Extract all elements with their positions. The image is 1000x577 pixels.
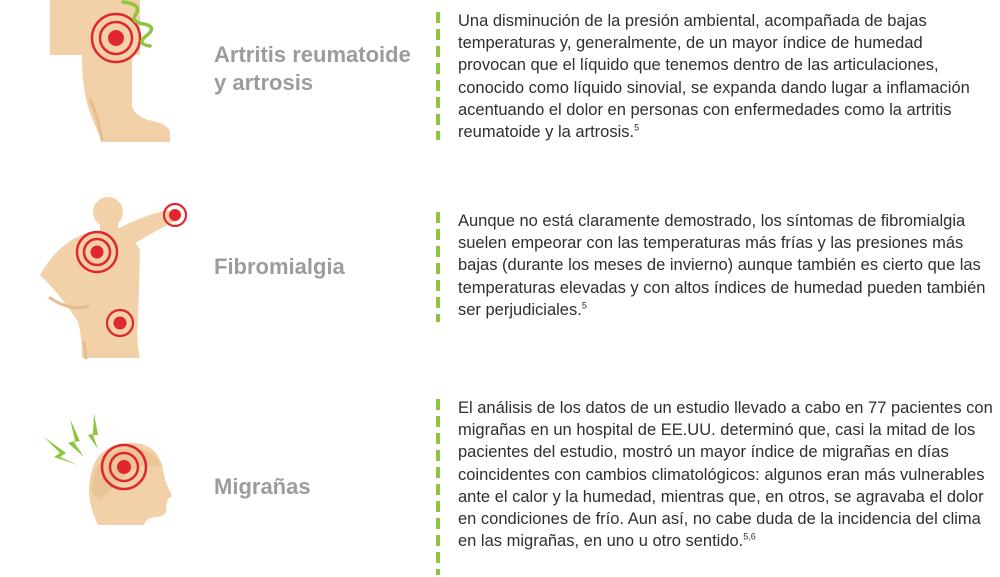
- divider-line: [436, 399, 440, 575]
- condition-row-migranas: [0, 395, 1000, 577]
- condition-title-fibromialgia: Fibromialgia: [214, 254, 345, 279]
- back-pain-icon: [20, 190, 200, 360]
- reference-note: 5: [581, 300, 587, 311]
- condition-description-fibromialgia: Aunque no está claramente demostrado, los síntomas de fibromialgia suelen empeorar con las temperaturas más frías y las presiones más bajas (durante los meses de invierno) aunque también es cierto que las temperaturas elevadas y con altos índices de humedad pueden también ser perjudiciales.$^5$: [458, 212, 986, 319]
- condition-row-artritis: [0, 0, 1000, 150]
- divider-line: [436, 212, 440, 322]
- reference-note: 5,6: [743, 531, 756, 542]
- head-pain-icon: [20, 405, 180, 545]
- divider-line: [436, 12, 440, 140]
- condition-title-migranas: Migrañas: [214, 474, 311, 499]
- reference-note: 5: [634, 122, 640, 133]
- condition-title-artritis: Artritis reumatoide y artrosis: [214, 42, 411, 95]
- condition-row-fibromialgia: [0, 190, 1000, 370]
- knee-pain-icon: [20, 0, 170, 150]
- condition-description-artritis: Una disminución de la presión ambiental, acompañada de bajas temperaturas y, generalmente, de un mayor índice de humedad provocan que el líquido que tenemos dentro de las articulaciones, conocido como líquido sinovial, se expanda dando lugar a inflamación acentuando el dolor en personas con enfermedades como la artritis reumatoide y la artrosis.$^5$: [458, 12, 970, 142]
- condition-description-migranas: El análisis de los datos de un estudio llevado a cabo en 77 pacientes con migrañas en un hospital de EE.UU. determinó que, casi la mitad de los pacientes del estudio, mostró un mayor índice de migrañas en días coincidentes con cambios climatológicos: algunos eran más vulnerables ante el calor y la humedad, mientras que, en otros, se agravaba el dolor en condiciones de frío. Aun así, no cabe duda de la incidencia del clima en las migrañas, en uno u otro sentido.$^{5,6}$: [458, 399, 993, 551]
